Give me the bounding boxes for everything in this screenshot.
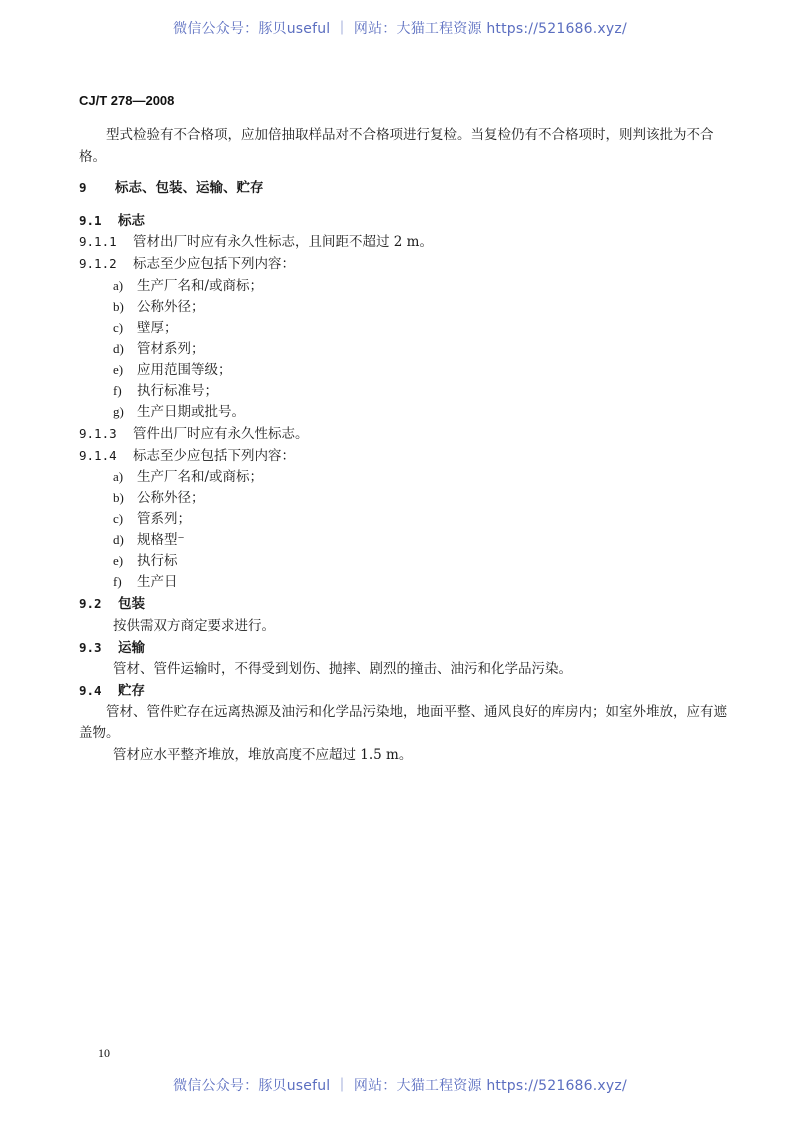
- watermark-top: 微信公众号：豚贝useful ｜ 网站：大猫工程资源 https://521686.xyz/: [173, 21, 627, 37]
- list-letter: e): [113, 553, 124, 568]
- clause-9-1-1: [79, 232, 433, 252]
- section-9-2-text: 按供需双方商定要求进行。: [113, 618, 275, 634]
- section-9-4-paragraph-2: 管材应水平整齐堆放，堆放高度不应超过 1.5 m。: [113, 747, 413, 763]
- list-text: 管系列；: [137, 511, 191, 527]
- section-9-1-heading: [79, 211, 145, 231]
- list-item: [113, 488, 205, 508]
- list-letter: a): [113, 469, 124, 484]
- section-9-4-heading: [79, 681, 145, 701]
- list-letter: d): [113, 341, 124, 356]
- list-text: 执行标准号；: [137, 383, 218, 399]
- section-title: 标志、包装、运输、贮存: [115, 180, 264, 196]
- clause-text: 标志至少应包括下列内容：: [133, 448, 295, 464]
- list-text: 公称外径；: [137, 490, 205, 506]
- section-number: 9.3: [79, 640, 102, 655]
- list-item: [113, 530, 185, 550]
- list-text: 生产日期或批号。: [137, 404, 245, 420]
- list-text: 规格型⁻: [137, 532, 185, 548]
- document-code: CJ/T 278—2008: [79, 93, 175, 108]
- list-text: 生产日: [137, 574, 178, 590]
- list-text: 生产厂名和/或商标；: [137, 469, 264, 485]
- list-letter: g): [113, 404, 124, 419]
- list-text: 生产厂名和/或商标；: [137, 278, 264, 294]
- list-item: [113, 467, 263, 487]
- section-number: 9.1: [79, 213, 102, 228]
- page-number: 10: [98, 1046, 110, 1060]
- list-letter: b): [113, 299, 124, 314]
- section-9-4-paragraph-1: 管材、管件贮存在远离热源及油污和化学品污染地，地面平整、通风良好的库房内；如室外堆放，应有遮盖物。: [79, 704, 727, 741]
- watermark-bottom: 微信公众号：豚贝useful ｜ 网站：大猫工程资源 https://521686.xyz/: [173, 1078, 627, 1094]
- clause-number: 9.1.2: [79, 256, 117, 271]
- list-letter: b): [113, 490, 124, 505]
- clause-9-1-3: [79, 424, 309, 444]
- list-text: 执行标: [137, 553, 178, 569]
- list-item: [113, 551, 178, 571]
- clause-9-1-4: [79, 446, 295, 466]
- clause-number: 9.1.4: [79, 448, 117, 463]
- list-item: [113, 381, 218, 401]
- section-9-heading: [79, 178, 264, 198]
- section-9-3-heading: [79, 638, 145, 658]
- section-number: 9: [79, 180, 87, 195]
- section-title: 贮存: [118, 683, 145, 699]
- list-text: 管材系列；: [137, 341, 205, 357]
- list-letter: a): [113, 278, 124, 293]
- section-title: 运输: [118, 640, 145, 656]
- list-item: [113, 572, 178, 592]
- list-letter: e): [113, 362, 124, 377]
- section-number: 9.4: [79, 683, 102, 698]
- section-title: 标志: [118, 213, 145, 229]
- section-9-3-text: 管材、管件运输时，不得受到划伤、抛摔、剧烈的撞击、油污和化学品污染。: [113, 661, 572, 677]
- list-item: [113, 276, 263, 296]
- list-letter: f): [113, 383, 122, 398]
- list-item: [113, 339, 205, 359]
- list-letter: f): [113, 574, 122, 589]
- list-text: 公称外径；: [137, 299, 205, 315]
- list-item: [113, 402, 245, 422]
- intro-paragraph: 型式检验有不合格项，应加倍抽取样品对不合格项进行复检。当复检仍有不合格项时，则判该批为不合格。: [79, 127, 714, 165]
- clause-number: 9.1.3: [79, 426, 117, 441]
- list-item: [113, 360, 232, 380]
- list-item: [113, 318, 178, 338]
- section-title: 包装: [118, 596, 145, 612]
- list-letter: d): [113, 532, 124, 547]
- section-9-2-heading: [79, 594, 145, 614]
- list-item: [113, 509, 191, 529]
- list-letter: c): [113, 511, 124, 526]
- clause-text: 标志至少应包括下列内容：: [133, 256, 295, 272]
- clause-text: 管材出厂时应有永久性标志，且间距不超过 2 m。: [133, 234, 433, 250]
- clause-text: 管件出厂时应有永久性标志。: [133, 426, 309, 442]
- list-letter: c): [113, 320, 124, 335]
- list-item: [113, 297, 205, 317]
- list-text: 壁厚；: [137, 320, 178, 336]
- list-text: 应用范围等级；: [137, 362, 232, 378]
- clause-number: 9.1.1: [79, 234, 117, 249]
- clause-9-1-2: [79, 254, 295, 274]
- section-number: 9.2: [79, 596, 102, 611]
